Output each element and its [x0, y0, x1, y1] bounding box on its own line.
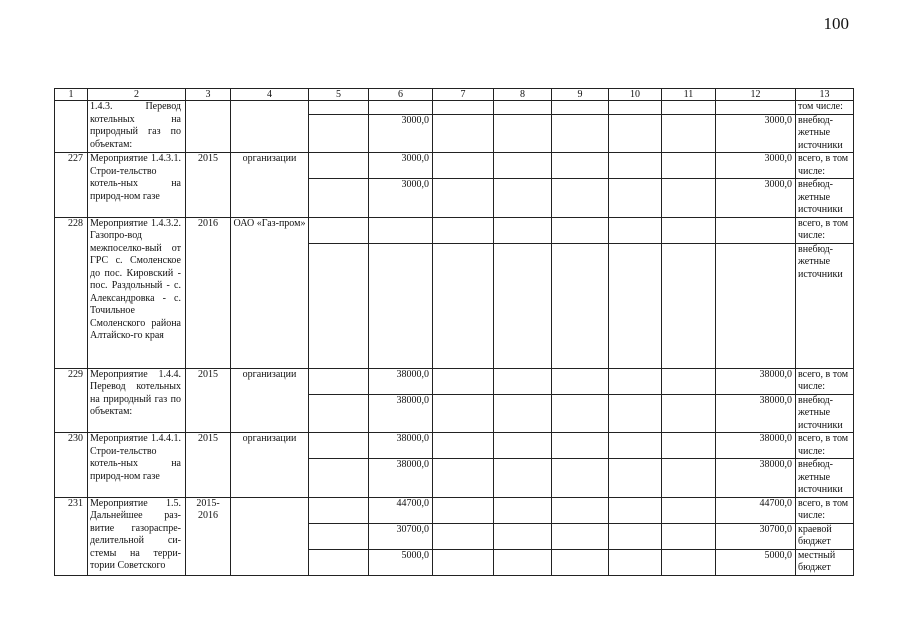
col-header: 9	[552, 89, 609, 101]
col8-cell	[494, 433, 552, 459]
col10-cell	[609, 179, 662, 218]
col9-cell	[552, 179, 609, 218]
row-number-cell: 228	[55, 217, 88, 368]
col7-cell	[433, 101, 494, 115]
executor-cell: организации	[231, 433, 309, 498]
col10-cell	[609, 549, 662, 575]
col11-cell	[662, 217, 716, 243]
col5-cell	[309, 549, 369, 575]
funding-source-cell: том числе:	[796, 101, 854, 115]
col7-cell	[433, 153, 494, 179]
col5-cell	[309, 179, 369, 218]
amount-col12-cell: 38000,0	[716, 459, 796, 498]
col5-cell	[309, 394, 369, 433]
col-header: 4	[231, 89, 309, 101]
col-header: 13	[796, 89, 854, 101]
total-amount-cell	[369, 217, 433, 243]
activity-name-cell: 1.4.3. Перевод котельных на природный газ по объектам:	[88, 101, 186, 153]
funding-source-cell: внебюд-жетные источники	[796, 394, 854, 433]
table-body	[55, 101, 854, 576]
col5-cell	[309, 523, 369, 549]
col9-cell	[552, 497, 609, 523]
col8-cell	[494, 153, 552, 179]
funding-source-cell: краевой бюджет	[796, 523, 854, 549]
funding-source-cell: внебюд-жетные источники	[796, 459, 854, 498]
funding-source-cell: внебюд-жетные источники	[796, 179, 854, 218]
funding-source-cell: местный бюджет	[796, 549, 854, 575]
row-number-cell: 231	[55, 497, 88, 575]
col10-cell	[609, 217, 662, 243]
col5-cell	[309, 243, 369, 368]
total-amount-cell: 44700,0	[369, 497, 433, 523]
col8-cell	[494, 217, 552, 243]
table-row	[55, 433, 854, 459]
row-number-cell: 227	[55, 153, 88, 218]
col10-cell	[609, 433, 662, 459]
amount-col12-cell: 30700,0	[716, 523, 796, 549]
total-amount-cell: 3000,0	[369, 179, 433, 218]
col7-cell	[433, 497, 494, 523]
table-row	[55, 153, 854, 179]
col5-cell	[309, 497, 369, 523]
col8-cell	[494, 549, 552, 575]
header-row	[55, 89, 854, 101]
activity-name-cell: Мероприятие 1.4.3.1. Строи-тельство котель-ных на природ-ном газе	[88, 153, 186, 218]
col8-cell	[494, 394, 552, 433]
col7-cell	[433, 217, 494, 243]
col9-cell	[552, 523, 609, 549]
col9-cell	[552, 243, 609, 368]
col5-cell	[309, 459, 369, 498]
amount-col12-cell: 3000,0	[716, 153, 796, 179]
amount-col12-cell: 44700,0	[716, 497, 796, 523]
col9-cell	[552, 368, 609, 394]
col11-cell	[662, 459, 716, 498]
funding-source-cell: внебюд-жетные источники	[796, 114, 854, 153]
col10-cell	[609, 114, 662, 153]
amount-col12-cell	[716, 217, 796, 243]
budget-table-wrapper	[54, 88, 853, 576]
activity-name-cell: Мероприятие 1.4.4.1. Строи-тельство котель-ных на природ-ном газе	[88, 433, 186, 498]
col5-cell	[309, 153, 369, 179]
executor-cell	[231, 497, 309, 575]
year-cell: 2015	[186, 433, 231, 498]
col8-cell	[494, 243, 552, 368]
row-number-cell: 229	[55, 368, 88, 433]
col5-cell	[309, 368, 369, 394]
col9-cell	[552, 394, 609, 433]
col11-cell	[662, 368, 716, 394]
col-header: 1	[55, 89, 88, 101]
col10-cell	[609, 101, 662, 115]
table-row	[55, 217, 854, 243]
col10-cell	[609, 497, 662, 523]
amount-col12-cell: 3000,0	[716, 179, 796, 218]
col11-cell	[662, 394, 716, 433]
col8-cell	[494, 114, 552, 153]
col8-cell	[494, 523, 552, 549]
funding-source-cell: всего, в том числе:	[796, 217, 854, 243]
col8-cell	[494, 459, 552, 498]
total-amount-cell: 30700,0	[369, 523, 433, 549]
col5-cell	[309, 101, 369, 115]
col10-cell	[609, 368, 662, 394]
col10-cell	[609, 459, 662, 498]
amount-col12-cell: 38000,0	[716, 433, 796, 459]
amount-col12-cell: 38000,0	[716, 368, 796, 394]
col8-cell	[494, 179, 552, 218]
table-row	[55, 368, 854, 394]
total-amount-cell	[369, 101, 433, 115]
col11-cell	[662, 153, 716, 179]
col7-cell	[433, 549, 494, 575]
executor-cell: ОАО «Газ-пром»	[231, 217, 309, 368]
year-cell	[186, 101, 231, 153]
amount-col12-cell: 3000,0	[716, 114, 796, 153]
executor-cell: организации	[231, 368, 309, 433]
col11-cell	[662, 549, 716, 575]
col11-cell	[662, 243, 716, 368]
col7-cell	[433, 523, 494, 549]
col9-cell	[552, 153, 609, 179]
col7-cell	[433, 114, 494, 153]
total-amount-cell	[369, 243, 433, 368]
row-number-cell: 230	[55, 433, 88, 498]
col-header: 3	[186, 89, 231, 101]
page-number: 100	[823, 14, 849, 33]
col11-cell	[662, 433, 716, 459]
row-number-cell	[55, 101, 88, 153]
col7-cell	[433, 459, 494, 498]
total-amount-cell: 3000,0	[369, 114, 433, 153]
total-amount-cell: 3000,0	[369, 153, 433, 179]
col-header: 12	[716, 89, 796, 101]
col9-cell	[552, 549, 609, 575]
col-header: 6	[369, 89, 433, 101]
funding-source-cell: всего, в том числе:	[796, 433, 854, 459]
col9-cell	[552, 433, 609, 459]
col-header: 5	[309, 89, 369, 101]
col11-cell	[662, 523, 716, 549]
col11-cell	[662, 114, 716, 153]
table-row	[55, 497, 854, 523]
col11-cell	[662, 497, 716, 523]
col11-cell	[662, 101, 716, 115]
col10-cell	[609, 153, 662, 179]
total-amount-cell: 38000,0	[369, 459, 433, 498]
col-header: 11	[662, 89, 716, 101]
total-amount-cell: 5000,0	[369, 549, 433, 575]
col9-cell	[552, 459, 609, 498]
total-amount-cell: 38000,0	[369, 368, 433, 394]
total-amount-cell: 38000,0	[369, 433, 433, 459]
funding-source-cell: всего, в том числе:	[796, 368, 854, 394]
year-cell: 2015	[186, 368, 231, 433]
col11-cell	[662, 179, 716, 218]
col7-cell	[433, 368, 494, 394]
budget-table	[54, 88, 854, 576]
funding-source-cell: внебюд-жетные источники	[796, 243, 854, 368]
col-header: 8	[494, 89, 552, 101]
executor-cell: организации	[231, 153, 309, 218]
table-row	[55, 101, 854, 115]
col-header: 7	[433, 89, 494, 101]
col9-cell	[552, 114, 609, 153]
col8-cell	[494, 101, 552, 115]
col10-cell	[609, 394, 662, 433]
amount-col12-cell	[716, 243, 796, 368]
col8-cell	[494, 368, 552, 394]
funding-source-cell: всего, в том числе:	[796, 497, 854, 523]
col10-cell	[609, 523, 662, 549]
total-amount-cell: 38000,0	[369, 394, 433, 433]
year-cell: 2016	[186, 217, 231, 368]
col5-cell	[309, 217, 369, 243]
col5-cell	[309, 114, 369, 153]
col9-cell	[552, 217, 609, 243]
funding-source-cell: всего, в том числе:	[796, 153, 854, 179]
year-cell: 2015-2016	[186, 497, 231, 575]
activity-name-cell: Мероприятие 1.4.4. Перевод котельных на природный газ по объектам:	[88, 368, 186, 433]
col7-cell	[433, 243, 494, 368]
activity-name-cell: Мероприятие 1.4.3.2. Газопро-вод межпоселко-вый от ГРС с. Смоленское до пос. Кировский - пос. Раздольный - с. Александровка - с. Точильное Смоленского района Алтайско-го края	[88, 217, 186, 368]
col10-cell	[609, 243, 662, 368]
col9-cell	[552, 101, 609, 115]
col8-cell	[494, 497, 552, 523]
executor-cell	[231, 101, 309, 153]
col7-cell	[433, 433, 494, 459]
amount-col12-cell	[716, 101, 796, 115]
col7-cell	[433, 394, 494, 433]
year-cell: 2015	[186, 153, 231, 218]
col5-cell	[309, 433, 369, 459]
amount-col12-cell: 5000,0	[716, 549, 796, 575]
col-header: 10	[609, 89, 662, 101]
amount-col12-cell: 38000,0	[716, 394, 796, 433]
col-header: 2	[88, 89, 186, 101]
activity-name-cell: Мероприятие 1.5. Дальнейшее раз-витие газораспре-делительной си-стемы на терри-тории Советского	[88, 497, 186, 575]
col7-cell	[433, 179, 494, 218]
